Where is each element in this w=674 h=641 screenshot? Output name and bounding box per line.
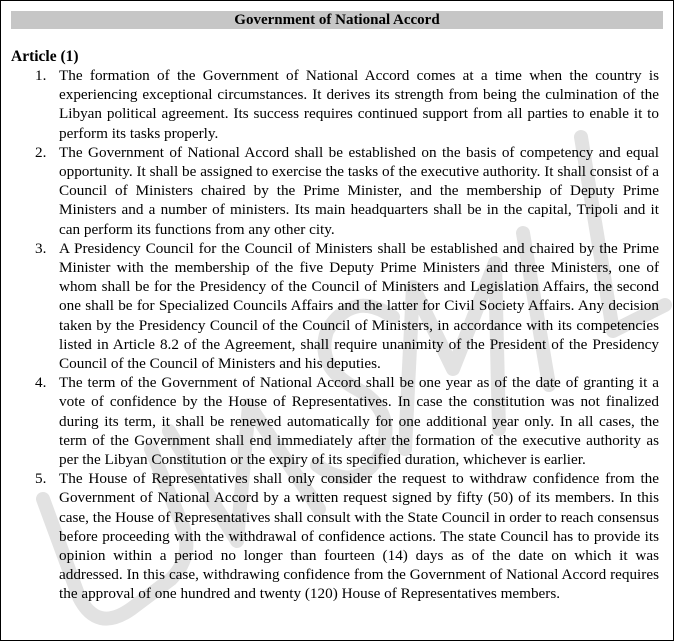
list-item xyxy=(1,143,673,239)
item-text: The term of the Government of National Accord shall be one year as of the date of granting it a vote of confidence by the House of Representatives. In case the constitution was not finalized during its term, it shall be renewed automatically for one additional year only. In all cases, the term of the Government shall end immediately after the formation of the executive authority as per the Libyan Constitution or the expiry of its specified duration, whichever is earlier. xyxy=(59,374,659,469)
item-number: 4. xyxy=(35,374,47,392)
list-item xyxy=(1,239,673,373)
document-title: Government of National Accord xyxy=(11,11,663,29)
article-heading: Article (1) xyxy=(11,48,79,65)
item-text: The Government of National Accord shall be established on the basis of competency and equal opportunity. It shall be assigned to exercise the tasks of the executive authority. It shall consist of a Council of Ministers chaired by the Prime Minister, and the membership of Deputy Prime Ministers and a number of ministers. Its main headquarters shall be in the capital, Tripoli and it can perform its functions from any other city. xyxy=(59,143,659,238)
article-item-list xyxy=(1,66,673,604)
item-text: A Presidency Council for the Council of Ministers shall be established and chaired by the Prime Minister with the membership of the five Deputy Prime Ministers and three Ministers, one of whom shall be for the Presidency of the Council of Ministers and Legislation Affairs, the second one shall be for Specialized Councils Affairs and the latter for Civil Society Affairs. Any decision taken by the Presidency Council of the Council of Ministers, in accordance with its competencies listed in Article 8.2 of the Agreement, shall require unanimity of the President of the Presidency Council of the Council of Ministers and his deputies. xyxy=(59,239,659,373)
item-text: The formation of the Government of National Accord comes at a time when the country is experiencing exceptional circumstances. It derives its strength from being the culmination of the Libyan political agreement. Its success requires continued support from all parties to enable it to perform its tasks properly. xyxy=(59,67,659,142)
item-number: 1. xyxy=(35,67,47,84)
item-number: 5. xyxy=(35,470,47,488)
item-number: 2. xyxy=(35,143,47,161)
list-item xyxy=(1,373,673,469)
list-item xyxy=(1,469,673,603)
list-item xyxy=(1,66,673,143)
item-number: 3. xyxy=(35,239,47,257)
item-text: The House of Representatives shall only consider the request to withdraw confidence from the Government of National Accord by a written request signed by fifty (50) of its members. In this case, the House of Representatives shall consult with the State Council in order to reach consensus before proceeding with the withdrawal of confidence actions. The state Council has to provide its opinion within a period no longer than fourteen (14) days as of the date on which it was addressed. In this case, withdrawing confidence from the Government of National Accord requires the approval of one hundred and twenty (120) House of Representatives members. xyxy=(59,470,659,603)
